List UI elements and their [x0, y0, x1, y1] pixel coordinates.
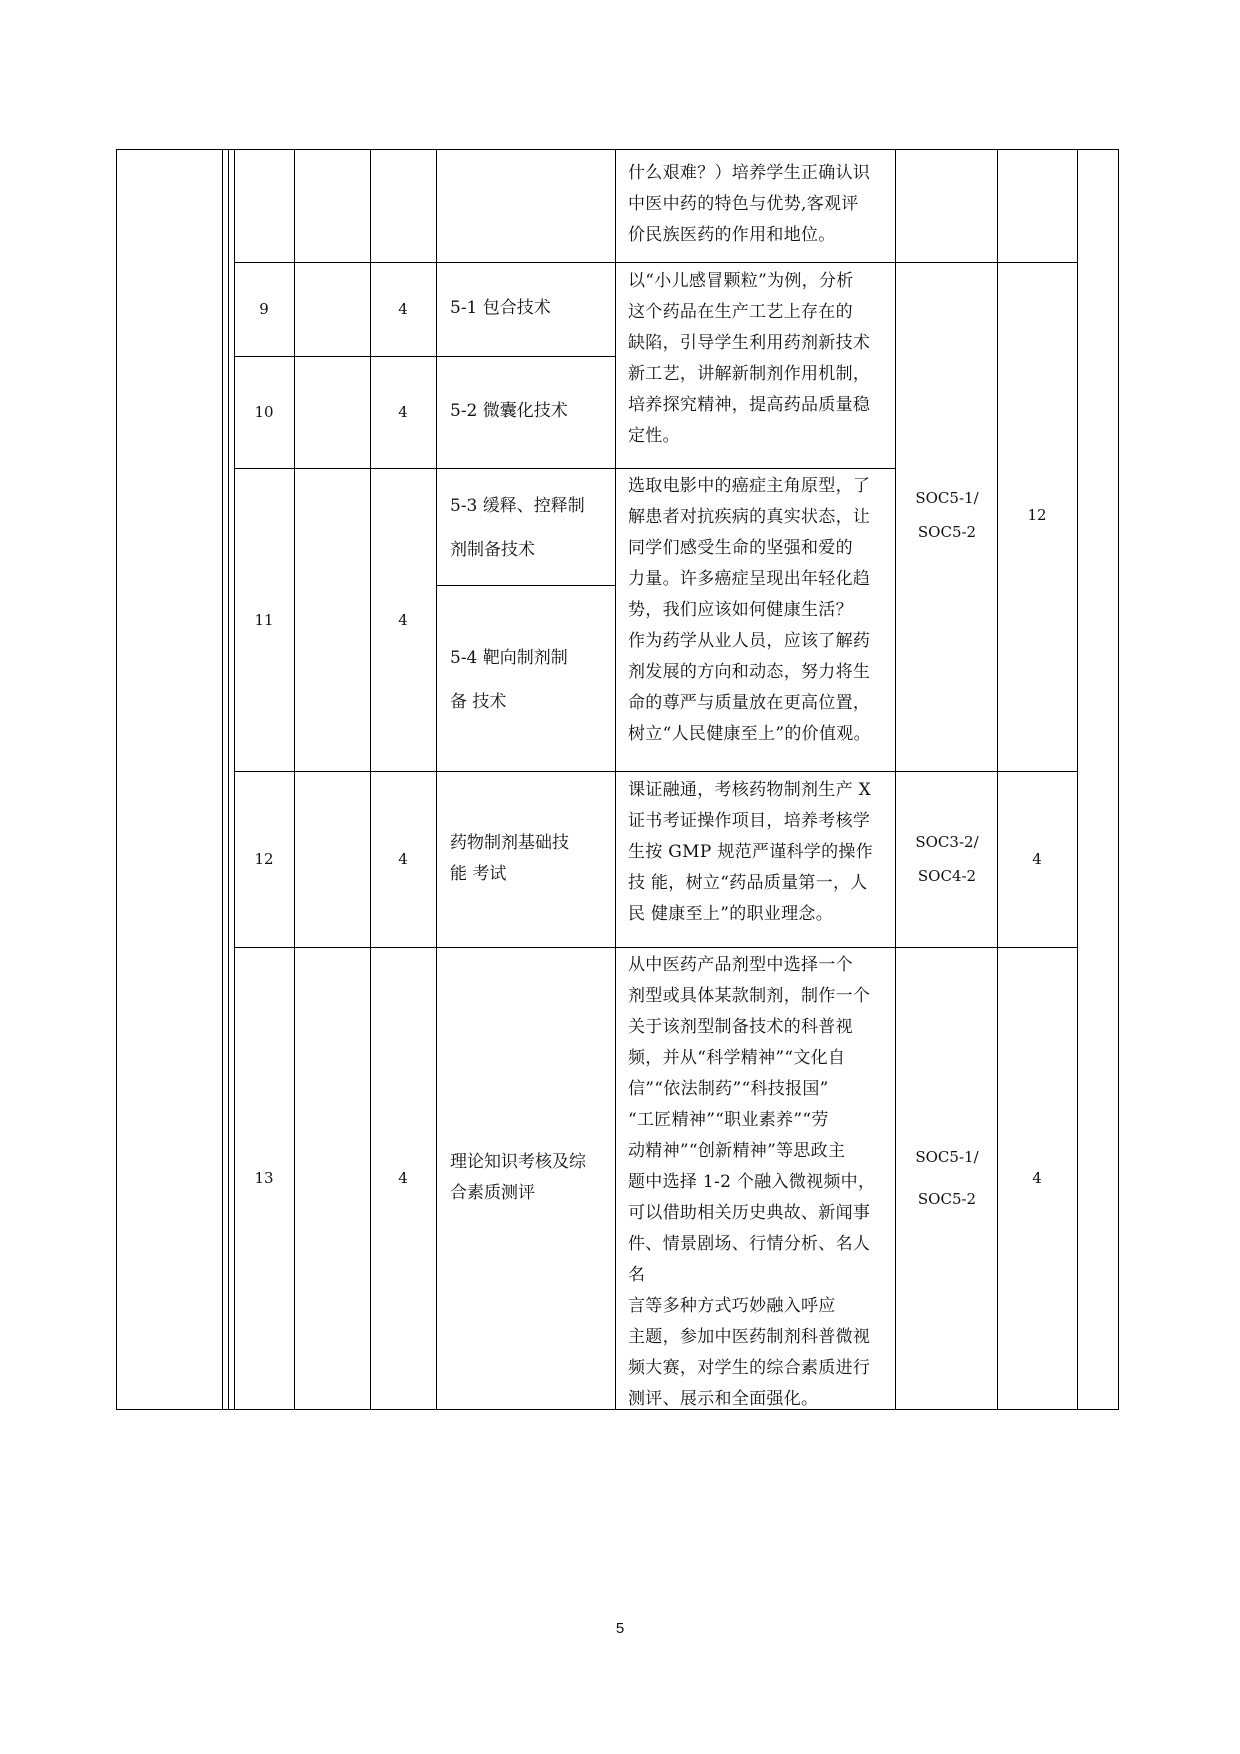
- topic-line: 药物制剂基础技: [450, 833, 569, 853]
- text-line: “工匠精神”“职业素养”“劳: [628, 1110, 829, 1130]
- text-line: 树立“人民健康至上”的价值观。: [628, 724, 871, 744]
- row-11-content: [628, 471, 890, 750]
- text-line: 课证融通，考核药物制剂生产 X: [628, 780, 872, 800]
- row-10-topic: [436, 356, 615, 468]
- topic-line: 能 考试: [450, 864, 507, 884]
- text-line: 测评、展示和全面强化。: [628, 1389, 819, 1409]
- row-13-hours: 4: [398, 1169, 408, 1187]
- text-line: 从中医药产品剂型中选择一个: [628, 955, 853, 975]
- code-line: SOC5-2: [917, 523, 977, 541]
- text-line: 信”“依法制药”“科技报国”: [628, 1079, 829, 1099]
- text-line: 什么艰难？）培养学生正确认识: [628, 163, 871, 183]
- text-line: 缺陷，引导学生利用药剂新技术: [628, 333, 871, 353]
- topic-line: 合素质测评: [450, 1183, 535, 1203]
- topic-line: 备 技术: [450, 692, 507, 712]
- text-line: 频，并从“科学精神”“文化自: [628, 1048, 846, 1068]
- row-9-hours: 4: [398, 300, 408, 318]
- topic-line: 剂制备技术: [450, 540, 535, 560]
- text-line: 力量。许多癌症呈现出年轻化趋: [628, 569, 871, 589]
- text-line: 剂发展的方向和动态，努力将生: [628, 662, 871, 682]
- text-line: 新工艺，讲解新制剂作用机制，: [628, 364, 871, 384]
- text-line: 作为药学从业人员，应该了解药: [628, 631, 871, 651]
- row-12-topic: [436, 771, 615, 947]
- topic-line: 5-3 缓释、控释制: [450, 496, 585, 516]
- text-line: 技 能，树立“药品质量第一，人: [628, 873, 868, 893]
- rows-9-11-total: 12: [1027, 506, 1047, 524]
- text-line: 主题，参加中医药制剂科普微视: [628, 1327, 871, 1347]
- topic-line: 5-2 微囊化技术: [450, 401, 568, 422]
- rows-9-11-code: [897, 262, 997, 768]
- text-line: 选取电影中的癌症主角原型，了: [628, 476, 871, 496]
- text-line: 中医中药的特色与优势,客观评: [628, 194, 859, 214]
- row-13-code: [897, 947, 997, 1409]
- text-line: 培养探究精神，提高药品质量稳: [628, 395, 871, 415]
- row-12-hours: 4: [398, 850, 408, 868]
- text-line: 以“小儿感冒颗粒”为例，分析: [628, 271, 854, 291]
- text-line: 命的尊严与质量放在更高位置，: [628, 693, 871, 713]
- row-11-hours: 4: [398, 610, 408, 629]
- row-13-topic: [436, 947, 615, 1409]
- topic-line: 理论知识考核及综: [450, 1152, 586, 1172]
- row-0-content: [628, 158, 890, 251]
- row-12-code: [897, 771, 997, 947]
- text-line: 生按 GMP 规范严谨科学的操作: [628, 842, 874, 862]
- text-line: 定性。: [628, 426, 680, 446]
- text-line: 同学们感受生命的坚强和爱的: [628, 538, 853, 558]
- row-13-content: [628, 950, 890, 1415]
- row-10-hours: 4: [398, 403, 408, 421]
- text-line: 剂型或具体某款制剂，制作一个: [628, 986, 871, 1006]
- text-line: 民 健康至上”的职业理念。: [628, 904, 833, 924]
- page-number: 5: [615, 1620, 625, 1637]
- text-line: 这个药品在生产工艺上存在的: [628, 302, 853, 322]
- row-11-topic-b: [450, 636, 610, 724]
- code-line: SOC5-1/: [915, 489, 979, 507]
- text-line: 势，我们应该如何健康生活？: [628, 600, 853, 620]
- row-9-number: 9: [259, 300, 269, 318]
- text-line: 题中选择 1-2 个融入微视频中，: [628, 1172, 876, 1192]
- code-line: SOC4-2: [917, 867, 977, 885]
- text-line: 频大赛，对学生的综合素质进行: [628, 1358, 871, 1378]
- row-13-total: 4: [1032, 1169, 1042, 1187]
- row-11-topic-a: [450, 484, 610, 572]
- code-line: SOC3-2/: [915, 833, 979, 851]
- code-line: SOC5-1/: [915, 1148, 979, 1166]
- text-line: 言等多种方式巧妙融入呼应: [628, 1296, 836, 1316]
- rows-9-10-content: [628, 266, 890, 452]
- row-12-number: 12: [254, 850, 274, 868]
- text-line: 可以借助相关历史典故、新闻事: [628, 1203, 871, 1223]
- text-line: 解患者对抗疾病的真实状态，让: [628, 507, 871, 527]
- text-line: 关于该剂型制备技术的科普视: [628, 1017, 853, 1037]
- row-12-total: 4: [1032, 850, 1042, 868]
- text-line: 价民族医药的作用和地位。: [628, 225, 836, 245]
- text-line: 证书考证操作项目，培养考核学: [628, 811, 871, 831]
- code-line: SOC5-2: [917, 1190, 977, 1208]
- row-13-number: 13: [254, 1169, 274, 1187]
- row-9-topic: [436, 262, 615, 356]
- topic-line: 5-4 靶向制剂制: [450, 648, 568, 668]
- row-10-number: 10: [254, 403, 274, 421]
- row-12-content: [628, 775, 890, 930]
- text-line: 件、情景剧场、行情分析、名人 名: [628, 1234, 871, 1285]
- text-line: 动精神”“创新精神”等思政主: [628, 1141, 846, 1161]
- topic-line: 5-1 包合技术: [450, 298, 551, 319]
- row-11-number: 11: [254, 610, 274, 629]
